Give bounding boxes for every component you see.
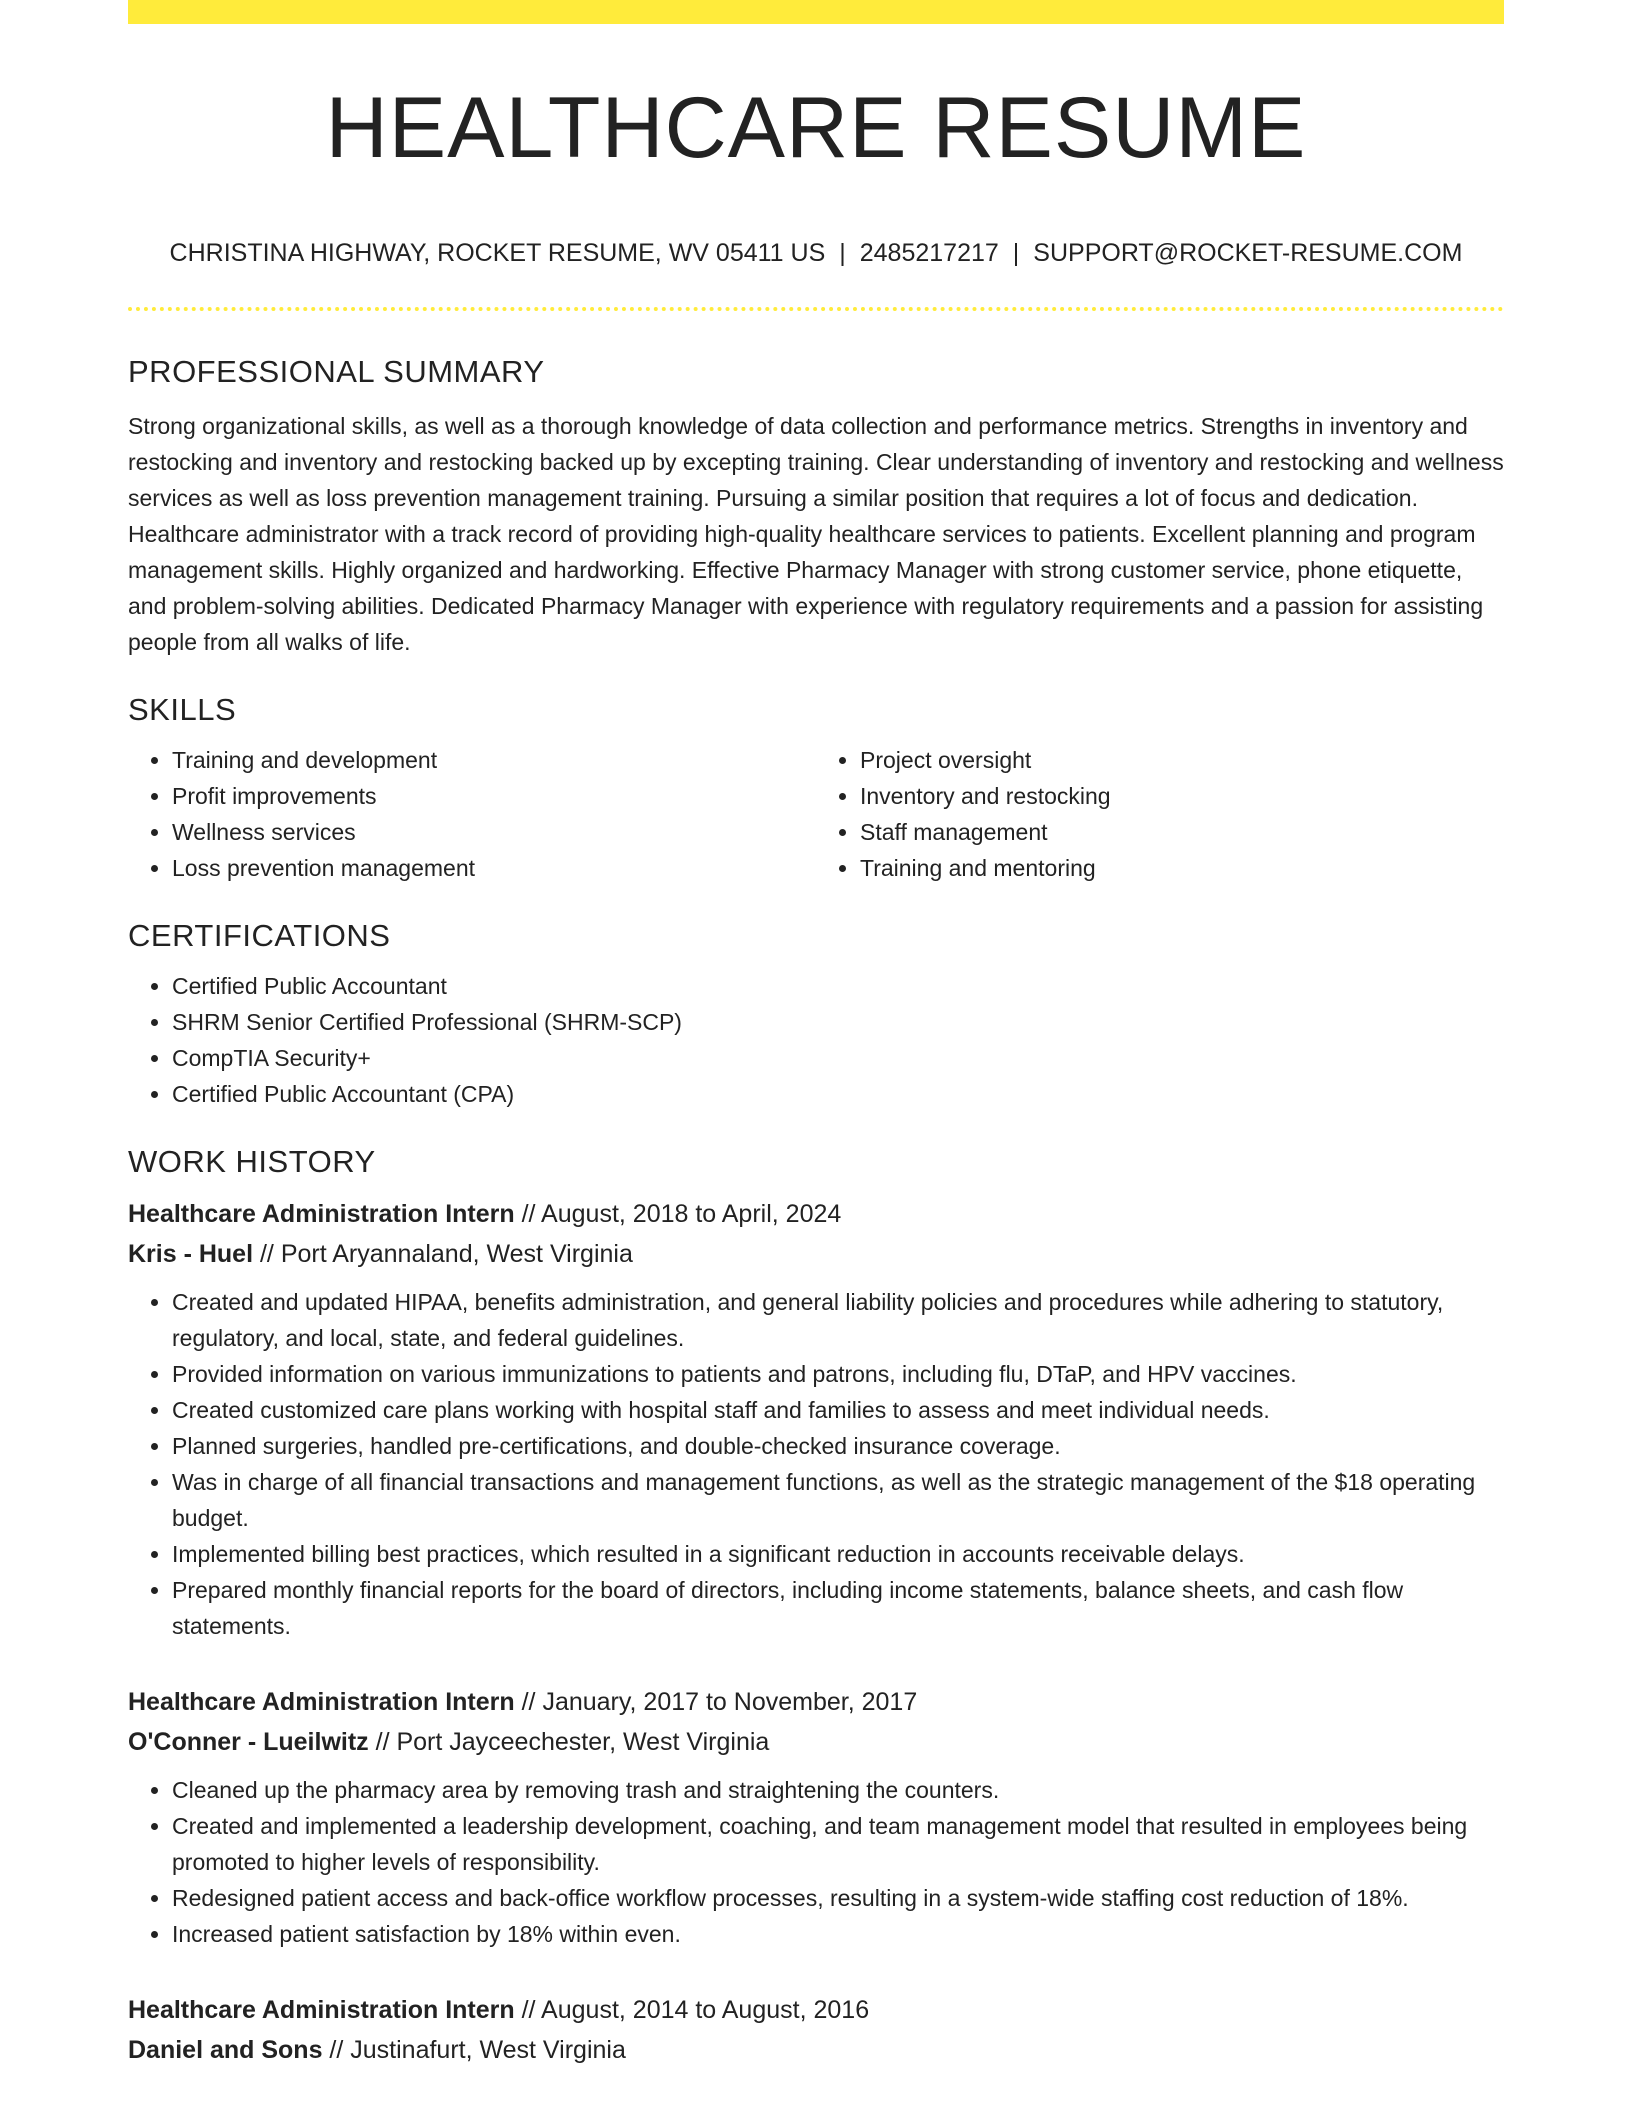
- certification-item: • Certified Public Accountant (CPA): [172, 1076, 1504, 1112]
- job-bullet: • Created and implemented a leadership development, coaching, and team management model that resulted in employees being promoted to higher levels of responsibility.: [172, 1808, 1504, 1880]
- separator: |: [1012, 239, 1020, 267]
- certification-item: • SHRM Senior Certified Professional (SHRM-SCP): [172, 1004, 1504, 1040]
- job-dates: // January, 2017 to November, 2017: [514, 1688, 918, 1716]
- certification-item: • CompTIA Security+: [172, 1040, 1504, 1076]
- job-bullets: [128, 1284, 1504, 1644]
- page-title: HEALTHCARE RESUME: [325, 80, 1307, 176]
- job-company: O'Conner - Lueilwitz: [128, 1728, 369, 1756]
- skill-item: • Profit improvements: [172, 778, 816, 814]
- summary-text: Strong organizational skills, as well as a thorough knowledge of data collection and performance metrics. Strengths in inventory and restocking and inventory and restocking backed up by excepting training. Clear understanding of inventory and restocking and wellness services as well as loss prevention management training. Pursuing a similar position that requires a lot of focus and dedication. Healthcare administrator with a track record of providing high-quality healthcare services to patients. Excellent planning and program management skills. Highly organized and hardworking. Effective Pharmacy Manager with strong customer service, phone etiquette, and problem-solving abilities. Dedicated Pharmacy Manager with experience with regulatory requirements and a passion for assisting people from all walks of life.: [128, 413, 1504, 655]
- separator: |: [839, 239, 846, 267]
- job-bullets: [128, 1772, 1504, 1952]
- job-title: Healthcare Administration Intern: [128, 1688, 515, 1716]
- dotted-divider: [128, 307, 1504, 311]
- job-company-line: [128, 2030, 1504, 2070]
- skill-item: • Inventory and restocking: [860, 778, 1504, 814]
- skill-item: • Loss prevention management: [172, 850, 816, 886]
- resume-content: [128, 352, 1504, 2070]
- job-title-line: [128, 1990, 1504, 2030]
- job-title-line: [128, 1194, 1504, 1234]
- job-bullet: • Provided information on various immunizations to patients and patrons, including flu, DTaP, and HPV vaccines.: [172, 1356, 1504, 1392]
- job-location: // Justinafurt, West Virginia: [322, 2036, 626, 2064]
- job-dates: // August, 2018 to April, 2024: [514, 1200, 842, 1228]
- section-heading-summary: PROFESSIONAL SUMMARY: [128, 354, 545, 389]
- skill-item: • Training and development: [172, 742, 816, 778]
- certification-item: • Certified Public Accountant: [172, 968, 1504, 1004]
- skills-list: [128, 730, 1504, 886]
- job-company: Kris - Huel: [128, 1240, 254, 1268]
- job-company-line: [128, 1722, 1504, 1762]
- job-bullet: • Cleaned up the pharmacy area by removing trash and straightening the counters.: [172, 1772, 1504, 1808]
- job-location: // Port Jayceechester, West Virginia: [368, 1728, 770, 1756]
- job-title: Healthcare Administration Intern: [128, 1996, 515, 2024]
- section-heading-skills: SKILLS: [128, 692, 237, 727]
- accent-bar: [128, 0, 1504, 24]
- job-title: Healthcare Administration Intern: [128, 1200, 515, 1228]
- job-bullet: • Created customized care plans working with hospital staff and families to assess and meet individual needs.: [172, 1392, 1504, 1428]
- job-company: Daniel and Sons: [128, 2036, 323, 2064]
- certifications-list: [128, 968, 1504, 1112]
- section-heading-certifications: CERTIFICATIONS: [128, 918, 391, 953]
- skill-item: • Project oversight: [860, 742, 1504, 778]
- job-title-line: [128, 1682, 1504, 1722]
- job-bullet: • Planned surgeries, handled pre-certifications, and double-checked insurance coverage.: [172, 1428, 1504, 1464]
- job-entry: [128, 1990, 1504, 2070]
- address: CHRISTINA HIGHWAY, ROCKET RESUME, WV 05411 US: [169, 239, 826, 267]
- job-bullet: • Prepared monthly financial reports for the board of directors, including income statements, balance sheets, and cash flow statements.: [172, 1572, 1504, 1644]
- job-entry: [128, 1682, 1504, 1952]
- skill-item: • Staff management: [860, 814, 1504, 850]
- job-bullet: • Implemented billing best practices, which resulted in a significant reduction in accounts receivable delays.: [172, 1536, 1504, 1572]
- job-location: // Port Aryannaland, West Virginia: [253, 1240, 633, 1268]
- email: SUPPORT@ROCKET-RESUME.COM: [1033, 239, 1463, 267]
- contact-line: [128, 236, 1504, 270]
- job-entry: [128, 1194, 1504, 1644]
- job-bullet: • Was in charge of all financial transactions and management functions, as well as the strategic management of the $18 operating budget.: [172, 1464, 1504, 1536]
- skill-item: • Training and mentoring: [860, 850, 1504, 886]
- job-bullet: • Redesigned patient access and back-office workflow processes, resulting in a system-wide staffing cost reduction of 18%.: [172, 1880, 1504, 1916]
- phone: 2485217217: [859, 239, 999, 267]
- skill-item: • Wellness services: [172, 814, 816, 850]
- job-dates: // August, 2014 to August, 2016: [514, 1996, 870, 2024]
- job-bullet: • Increased patient satisfaction by 18% within even.: [172, 1916, 1504, 1952]
- job-bullet: • Created and updated HIPAA, benefits administration, and general liability policies and procedures while adhering to statutory, regulatory, and local, state, and federal guidelines.: [172, 1284, 1504, 1356]
- section-heading-work-history: WORK HISTORY: [128, 1144, 376, 1179]
- job-company-line: [128, 1234, 1504, 1274]
- skills-column-left: [128, 742, 816, 886]
- skills-column-right: [816, 742, 1504, 886]
